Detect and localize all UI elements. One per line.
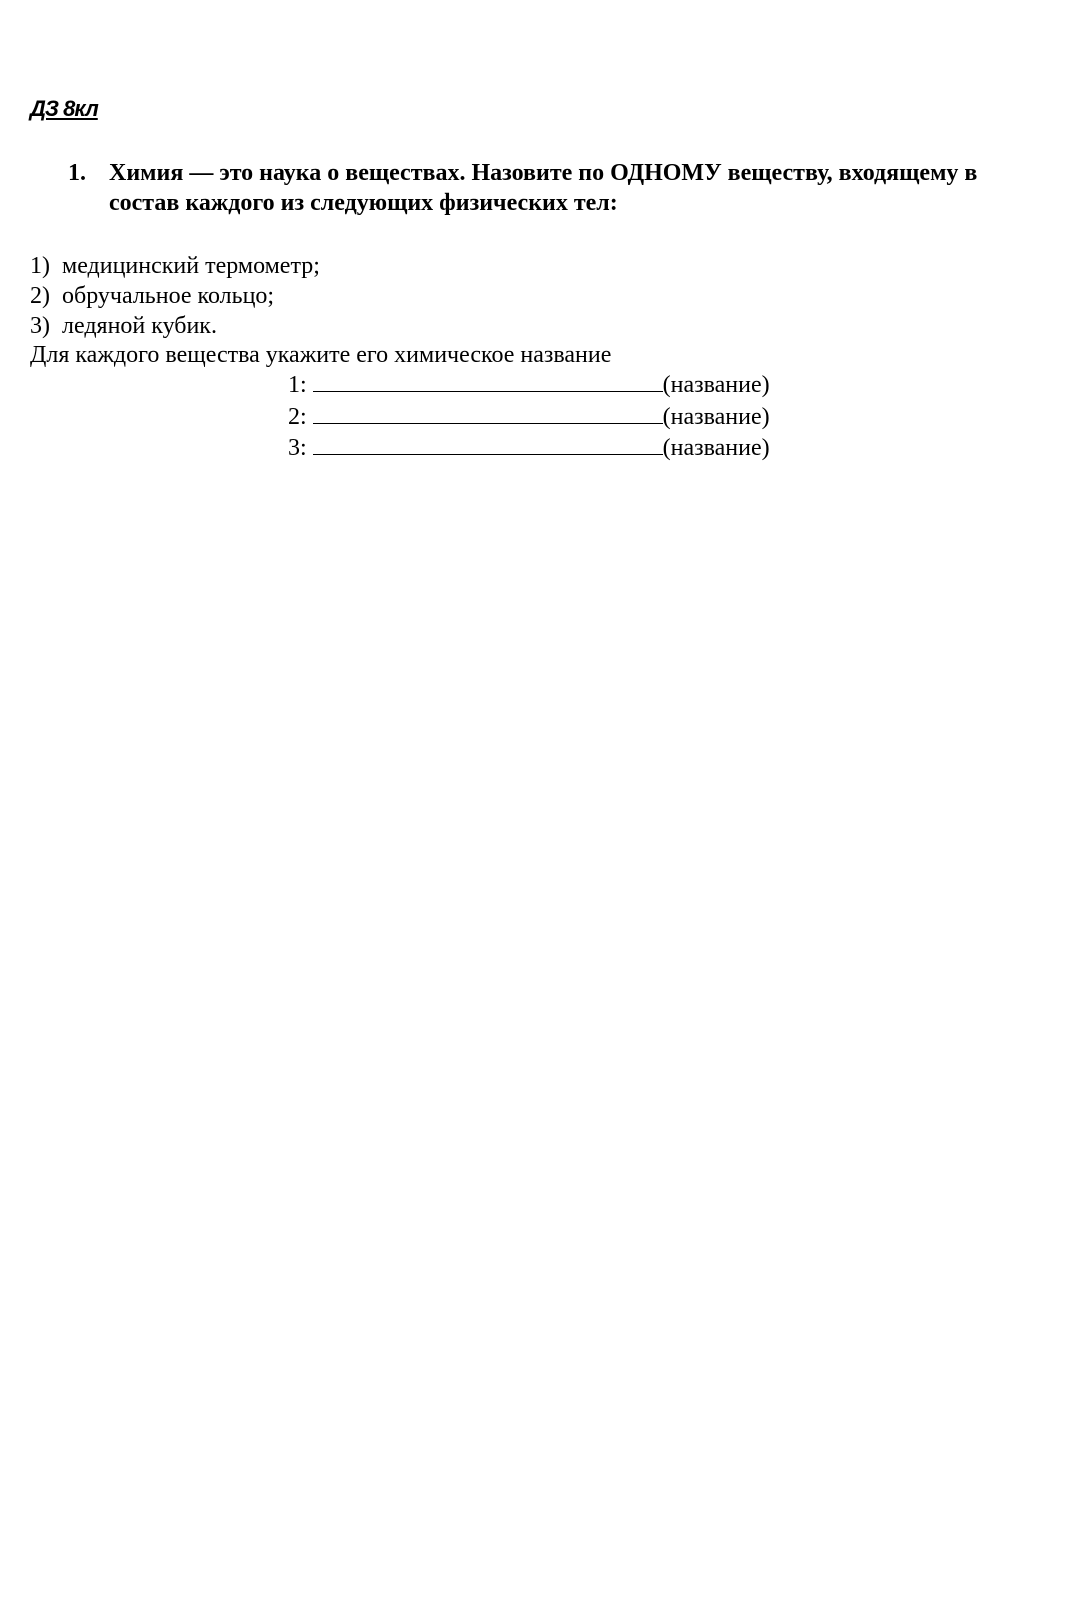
question-number: 1.	[68, 160, 86, 186]
list-item-label: ледяной кубик.	[62, 313, 217, 339]
answer-suffix: (название)	[662, 372, 770, 398]
answer-row	[288, 401, 770, 433]
answer-section	[288, 369, 770, 464]
answer-row	[288, 432, 770, 464]
answer-label: 1:	[288, 372, 307, 398]
list-item	[30, 251, 320, 281]
answer-suffix: (название)	[662, 435, 770, 461]
question-1	[68, 158, 1028, 218]
answer-blank-1[interactable]	[313, 369, 663, 392]
answer-label: 2:	[288, 403, 307, 430]
list-item	[30, 281, 320, 311]
page-title: ДЗ 8кл	[30, 96, 98, 121]
answer-blank-3[interactable]	[313, 432, 663, 455]
answer-suffix: (название)	[662, 403, 770, 430]
answer-blank-2[interactable]	[313, 401, 663, 424]
object-list	[30, 251, 320, 341]
list-item-number: 1)	[30, 253, 50, 279]
answer-label: 3:	[288, 435, 307, 461]
question-text: Химия — это наука о веществах. Назовите по ОДНОМУ веществу, входящему в состав каждого из следующих физических тел:	[109, 160, 978, 216]
answer-row	[288, 369, 770, 401]
instruction-text: Для каждого вещества укажите его химическое название	[30, 342, 612, 368]
list-item-number: 3)	[30, 313, 50, 339]
list-item-label: медицинский термометр;	[62, 253, 320, 279]
list-item	[30, 311, 320, 341]
list-item-label: обручальное кольцо;	[62, 283, 275, 309]
list-item-number: 2)	[30, 283, 50, 309]
